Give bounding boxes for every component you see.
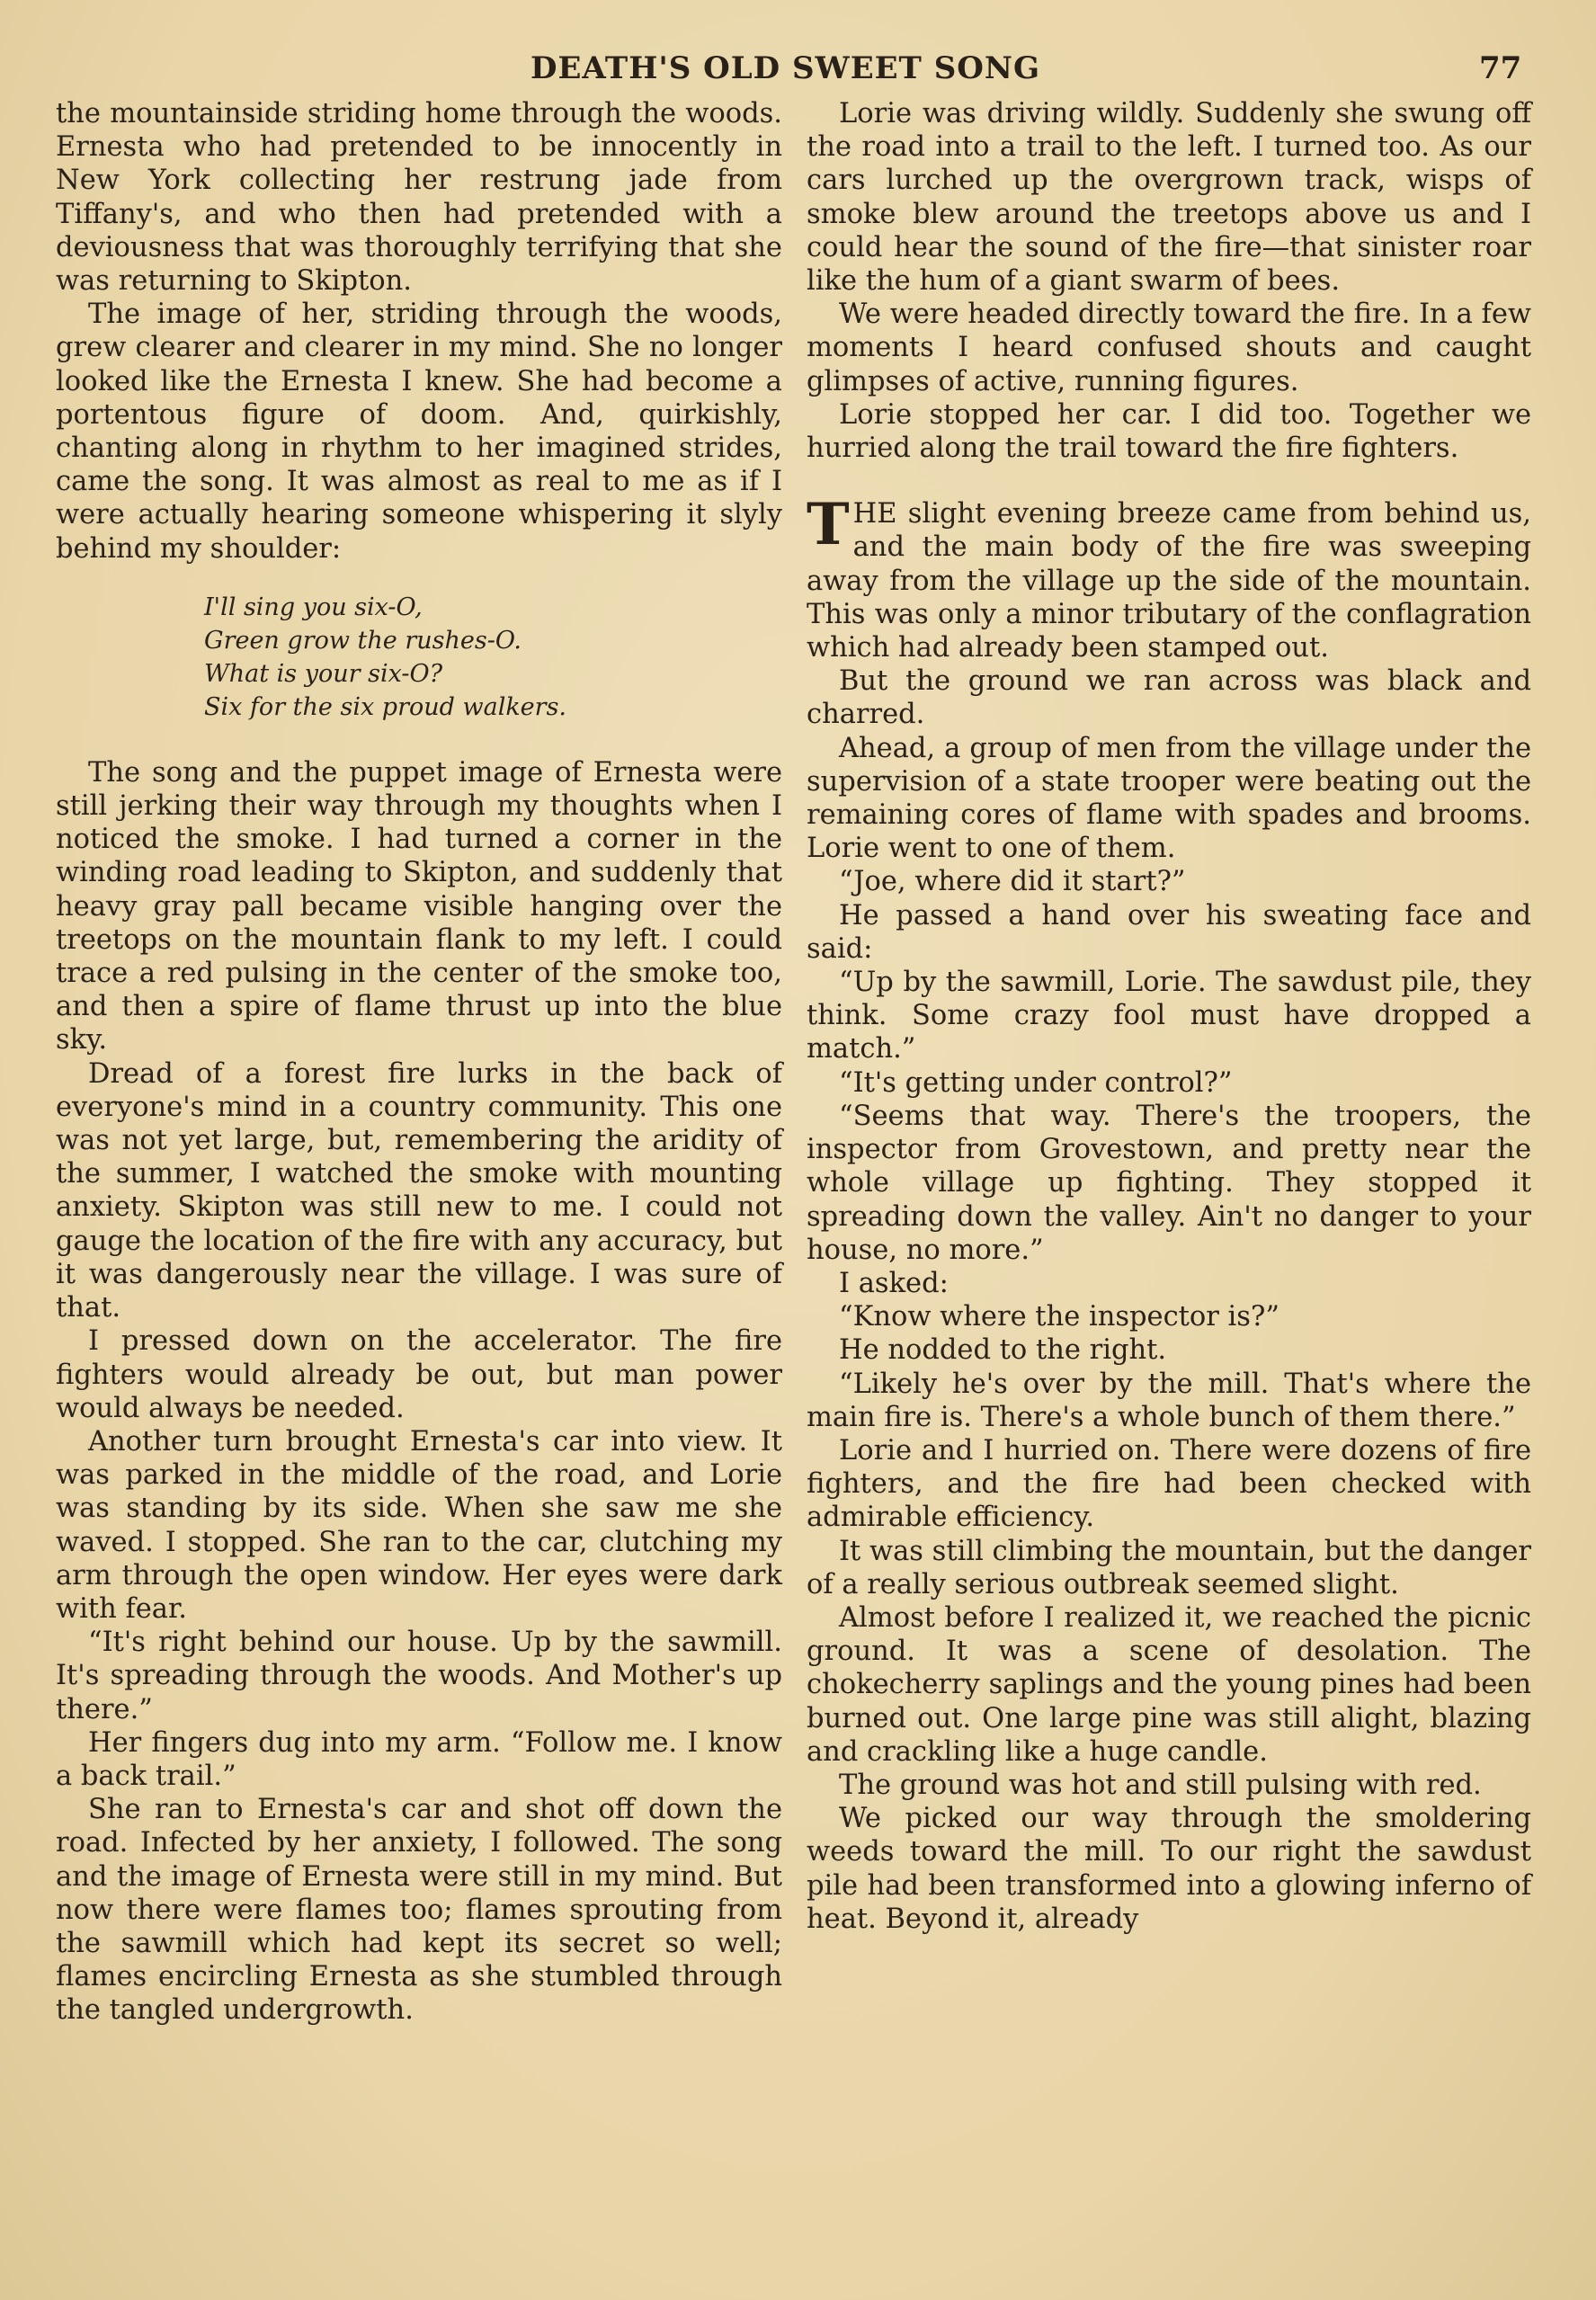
section-opening-paragraph: [807, 491, 1531, 664]
paragraph: “It's right behind our house. Up by the sawmill. It's spreading through the woods. And Mother's up there.”: [56, 1627, 782, 1725]
verse-line: Green grow the rushes-O.: [204, 626, 522, 655]
paragraph: We picked our way through the smoldering weeds toward the mill. To our right the sawdust pile had been transformed into a glowing inferno of heat. Beyond it, already: [807, 1803, 1531, 1935]
verse-line: I'll sing you six-O,: [204, 593, 423, 621]
paragraph: Her fingers dug into my arm. “Follow me. I know a back trail.”: [56, 1726, 782, 1792]
paragraph: Lorie was driving wildly. Suddenly she swung off the road into a trail to the left. I turned too. As our cars lurched up the overgrown track, wisps of smoke blew around the treetops above us and I could hear the sound of the fire—that sinister roar like the hum of a giant swarm of bees.: [807, 98, 1531, 298]
paragraph: “Know where the inspector is?”: [839, 1301, 1279, 1333]
paragraph: Another turn brought Ernesta's car into view. It was parked in the middle of the road, and Lorie was standing by its side. When she saw me she waved. I stopped. She ran to the car, clutching my arm through the open window. Her eyes were dark with fear.: [56, 1425, 782, 1625]
paragraph: “Joe, where did it start?”: [839, 866, 1186, 898]
song-verse: [204, 591, 782, 724]
paragraph: The image of her, striding through the woods, grew clearer and clearer in my mind. She no longer looked like the Ernesta I knew. She had become a portentous figure of doom. And, quirkishly, chanting along in rhythm to her imagined strides, came the song. It was almost as real to me as if I were actually hearing someone whispering it slyly behind my shoulder:: [56, 299, 782, 565]
paragraph: “Up by the sawmill, Lorie. The sawdust pile, they think. Some crazy fool must have dropped a match.”: [807, 967, 1531, 1065]
paragraph: Ahead, a group of men from the village under the supervision of a state trooper were beating out the remaining cores of flame with spades and brooms. Lorie went to one of them.: [807, 732, 1531, 865]
paragraph-text: HE slight evening breeze came from behind us, and the main body of the fire was sweeping away from the village up the side of the mountain. This was only a minor tributary of the conflagration which had already been stamped out.: [807, 498, 1531, 664]
drop-cap: T: [807, 491, 850, 559]
paragraph: The ground was hot and still pulsing with red.: [839, 1769, 1482, 1801]
paragraph: The song and the puppet image of Ernesta were still jerking their way through my thoughts when I noticed the smoke. I had turned a corner in the winding road leading to Skipton, and suddenly that heavy gray pall became visible hanging over the treetops on the mountain flank to my left. I could trace a red pulsing in the center of the smoke too, and then a spire of flame thrust up into the blue sky.: [56, 756, 782, 1056]
right-column: [807, 97, 1531, 1936]
section-break: [807, 465, 1531, 497]
verse-line: What is your six-O?: [204, 659, 443, 688]
paragraph: Lorie stopped her car. I did too. Together we hurried along the trail toward the fire fighters.: [807, 398, 1531, 465]
paragraph: “It's getting under control?”: [839, 1066, 1233, 1099]
paragraph: I asked:: [839, 1267, 949, 1299]
paragraph: He passed a hand over his sweating face and said:: [807, 899, 1531, 965]
paragraph: “Likely he's over by the mill. That's where the main fire is. There's a whole bunch of them there.”: [807, 1368, 1531, 1433]
page-number: 77: [1479, 50, 1522, 86]
paragraph: But the ground we ran across was black and charred.: [807, 665, 1531, 731]
paragraph: “Seems that way. There's the troopers, the inspector from Grovestown, and pretty near the whole village up fighting. They stopped it spreading down the valley. Ain't no danger to your house, no more.”: [807, 1100, 1531, 1266]
paragraph: Lorie and I hurried on. There were dozens of fire fighters, and the fire had been checked with admirable efficiency.: [807, 1434, 1531, 1534]
paragraph: Dread of a forest fire lurks in the back of everyone's mind in a country community. This one was not yet large, but, remembering the aridity of the summer, I watched the smoke with mounting anxiety. Skipton was still new to me. I could not gauge the location of the fire with any accuracy, but it was dangerously near the village. I was sure of that.: [56, 1057, 782, 1324]
paragraph: I pressed down on the accelerator. The fire fighters would already be out, but man power would always be needed.: [56, 1325, 782, 1424]
paragraph: Almost before I realized it, we reached the picnic ground. It was a scene of desolation. The chokecherry saplings and the young pines had been burned out. One large pine was still alight, blazing and crackling like a huge candle.: [807, 1601, 1531, 1768]
page-header: [0, 50, 1596, 95]
paragraph: She ran to Ernesta's car and shot off down the road. Infected by her anxiety, I followed. The song and the image of Ernesta were still in my mind. But now there were flames too; flames sprouting from the sawmill which had kept its secret so well; flames encircling Ernesta as she stumbled through the tangled undergrowth.: [56, 1794, 782, 2027]
paragraph: It was still climbing the mountain, but the danger of a really serious outbreak seemed slight.: [807, 1535, 1531, 1600]
left-column: [56, 97, 782, 2028]
paragraph: We were headed directly toward the fire. In a few moments I heard confused shouts and caught glimpses of active, running figures.: [807, 299, 1531, 397]
paragraph: He nodded to the right.: [839, 1334, 1167, 1367]
verse-line: Six for the six proud walkers.: [204, 692, 567, 721]
paragraph: the mountainside striding home through the woods. Ernesta who had pretended to be innocently in New York collecting her restrung jade from Tiffany's, and who then had pretended with a deviousness that was thoroughly terrifying that she was returning to Skipton.: [56, 98, 782, 298]
running-title: DEATH'S OLD SWEET SONG: [531, 50, 1040, 86]
